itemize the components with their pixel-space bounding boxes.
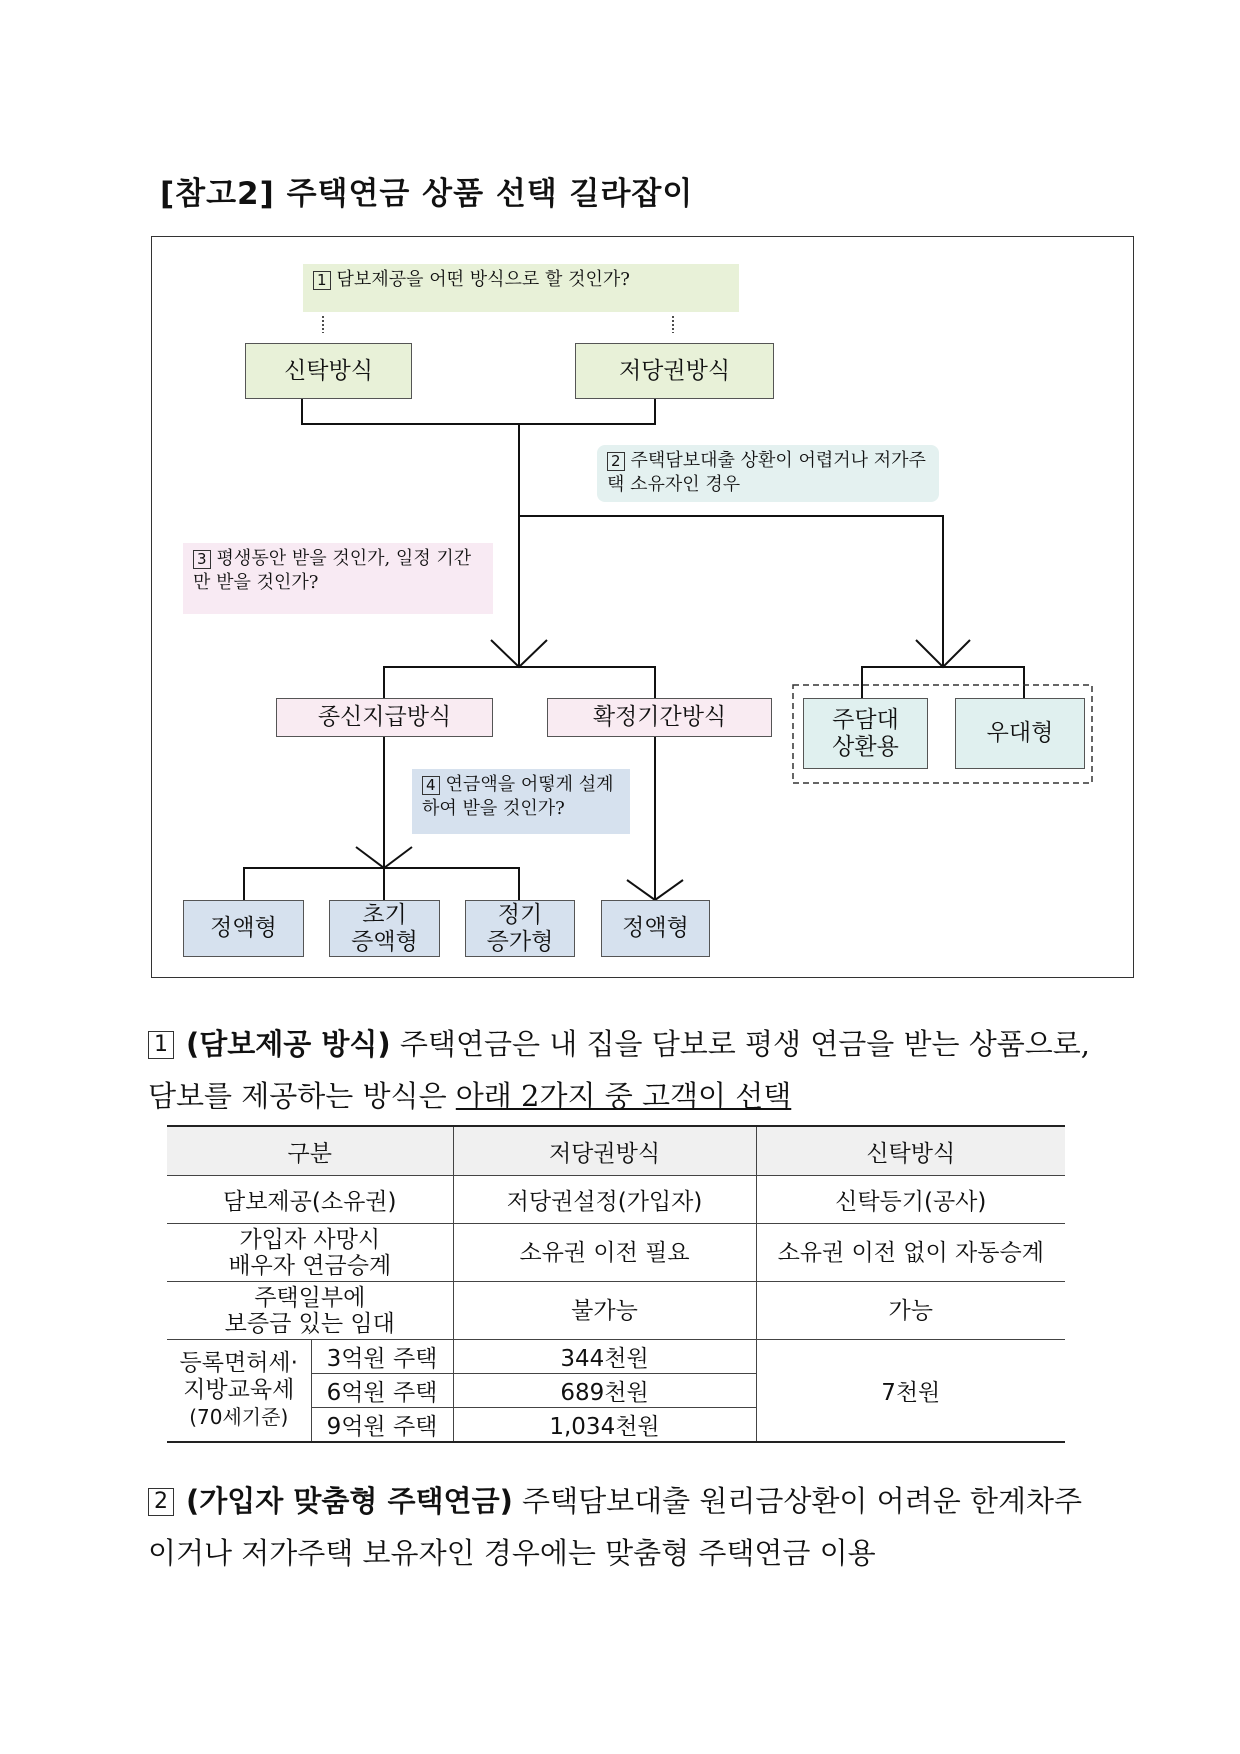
table-cell: 689천원 [453, 1374, 756, 1408]
cell-line: 가입자 사망시 [239, 1226, 381, 1253]
cell-line: 등록면허세· [179, 1350, 298, 1376]
table-cell: 담보제공(소유권) [167, 1176, 453, 1224]
section-2-paragraph [148, 1475, 1098, 1579]
cell-line: 보증금 있는 임대 [224, 1310, 395, 1337]
cell-line: 주택일부에 [254, 1284, 366, 1311]
page-title: [참고2] 주택연금 상품 선택 길라잡이 [160, 176, 694, 212]
table-cell: 7천원 [756, 1340, 1065, 1443]
flat-type-fixed-box: 정액형 [601, 900, 710, 957]
trust-method-box: 신탁방식 [245, 343, 412, 399]
table-cell: 344천원 [453, 1340, 756, 1374]
table-header: 구분 [167, 1126, 453, 1176]
section-text: 주택담보대출 원리금상환이 어려운 한계차주이거나 저가주택 보유자인 경우에는 맞춤형 주택연금 이용 [148, 1484, 1082, 1570]
question-number: 1 [313, 271, 331, 290]
table-cell [167, 1224, 453, 1282]
section-number: 1 [148, 1031, 174, 1059]
table-cell [167, 1282, 453, 1340]
cell-line: 지방교육세 [183, 1377, 295, 1403]
table-cell: 신탁등기(공사) [756, 1176, 1065, 1224]
question-2-box [597, 445, 939, 502]
box-line: 증액형 [351, 928, 418, 955]
cell-line: 배우자 연금승계 [228, 1252, 392, 1279]
question-text: 담보제공을 어떤 방식으로 할 것인가? [336, 269, 630, 290]
table-cell: 소유권 이전 필요 [453, 1224, 756, 1282]
box-line: 상환용 [832, 733, 899, 760]
table-cell: 6억원 주택 [311, 1374, 453, 1408]
table-cell [167, 1340, 311, 1443]
table-cell: 소유권 이전 없이 자동승계 [756, 1224, 1065, 1282]
fixed-term-box: 확정기간방식 [547, 698, 772, 737]
cell-line: (70세기준) [189, 1405, 289, 1429]
section-heading: (담보제공 방식) [186, 1027, 391, 1061]
section-number: 2 [148, 1488, 174, 1516]
table-cell: 저당권설정(가입자) [453, 1176, 756, 1224]
box-line: 정기 [497, 902, 543, 929]
mortgage-method-box: 저당권방식 [575, 343, 774, 399]
question-text: 연금액을 어떻게 설계하여 받을 것인가? [422, 774, 614, 820]
table-cell: 9억원 주택 [311, 1408, 453, 1443]
table-row [167, 1224, 1065, 1282]
question-text: 평생동안 받을 것인가, 일정 기간만 받을 것인가? [193, 548, 472, 594]
question-1-box [303, 264, 739, 312]
early-increase-box [329, 900, 440, 957]
table-header-row [167, 1126, 1065, 1176]
box-line: 주담대 [832, 707, 899, 734]
periodic-increase-box [465, 900, 575, 957]
section-text: 주택연금은 내 집을 담보로 평생 연금을 받는 상품으로, 담보를 제공하는 방식은 [148, 1027, 1090, 1113]
preferential-box: 우대형 [955, 698, 1085, 769]
question-number: 4 [422, 776, 440, 795]
table-cell: 불가능 [453, 1282, 756, 1340]
question-4-box [412, 769, 630, 834]
question-number: 3 [193, 550, 211, 569]
table-cell: 1,034천원 [453, 1408, 756, 1443]
section-1-paragraph [148, 1018, 1098, 1122]
lifetime-payment-box: 종신지급방식 [276, 698, 493, 737]
table-cell: 가능 [756, 1282, 1065, 1340]
section-heading: (가입자 맞춤형 주택연금) [186, 1484, 513, 1518]
table-row [167, 1176, 1065, 1224]
section-underlined-text: 아래 2가지 중 고객이 선택 [455, 1079, 792, 1113]
table-header: 저당권방식 [453, 1126, 756, 1176]
table-row [167, 1282, 1065, 1340]
table-cell: 3억원 주택 [311, 1340, 453, 1374]
flat-type-box: 정액형 [183, 900, 304, 957]
box-line: 초기 [362, 902, 407, 929]
box-line: 증가형 [486, 928, 554, 955]
table-row [167, 1340, 1065, 1374]
question-number: 2 [607, 452, 625, 471]
question-text: 주택담보대출 상환이 어렵거나 저가주택 소유자인 경우 [607, 450, 926, 496]
question-3-box [183, 543, 493, 614]
comparison-table [167, 1125, 1065, 1443]
mortgage-repayment-box [803, 698, 928, 769]
table-header: 신탁방식 [756, 1126, 1065, 1176]
